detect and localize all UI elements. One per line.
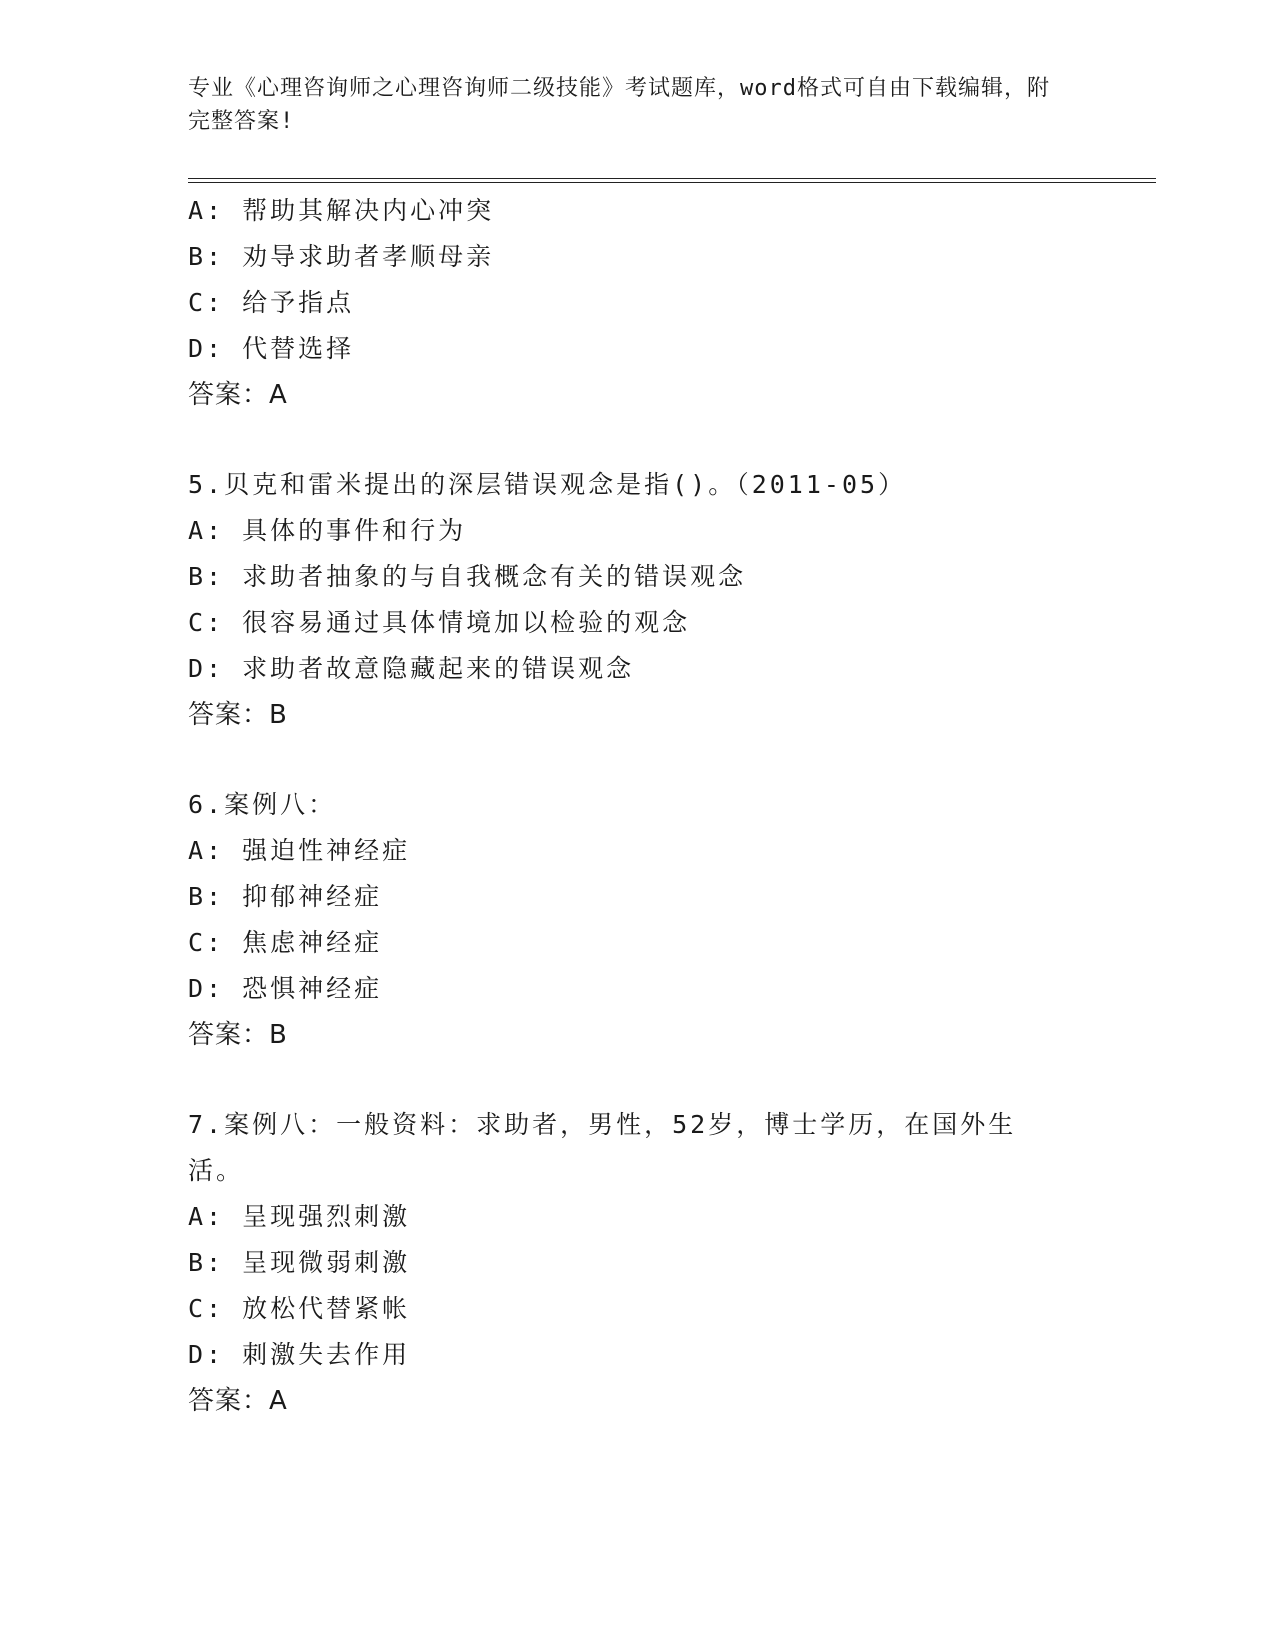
question-list (188, 188, 1088, 1424)
option-b: B: 抑郁神经症 (188, 882, 383, 911)
option-c: C: 很容易通过具体情境加以检验的观念 (188, 608, 691, 637)
option-b: B: 劝导求助者孝顺母亲 (188, 242, 495, 271)
question-text: 7.案例八：一般资料：求助者，男性，52岁，博士学历，在国外生活。 (188, 1110, 1017, 1185)
option-b: B: 呈现微弱刺激 (188, 1248, 411, 1277)
option-c: C: 焦虑神经症 (188, 928, 383, 957)
option-d: D: 代替选择 (188, 334, 355, 363)
option-d: D: 求助者故意隐藏起来的错误观念 (188, 654, 635, 683)
question-text: 6.案例八： (188, 790, 337, 819)
document-header: 专业《心理咨询师之心理咨询师二级技能》考试题库，word格式可自由下载编辑，附完整答案! (188, 76, 1050, 134)
option-a: A: 呈现强烈刺激 (188, 1202, 411, 1231)
question-block (188, 1102, 1088, 1424)
answer-text: 答案：B (188, 700, 288, 730)
question-block (188, 188, 1088, 418)
header-divider (188, 178, 1156, 183)
question-block (188, 782, 1088, 1058)
option-c: C: 放松代替紧帐 (188, 1294, 411, 1323)
answer-text: 答案：A (188, 1386, 288, 1416)
answer-text: 答案：A (188, 380, 288, 410)
option-c: C: 给予指点 (188, 288, 355, 317)
question-text: 5.贝克和雷米提出的深层错误观念是指()。（2011-05） (188, 470, 907, 499)
option-a: A: 具体的事件和行为 (188, 516, 467, 545)
question-block (188, 462, 1088, 738)
option-a: A: 强迫性神经症 (188, 836, 411, 865)
option-d: D: 刺激失去作用 (188, 1340, 411, 1369)
answer-text: 答案：B (188, 1020, 288, 1050)
option-b: B: 求助者抽象的与自我概念有关的错误观念 (188, 562, 747, 591)
option-a: A: 帮助其解决内心冲突 (188, 196, 495, 225)
option-d: D: 恐惧神经症 (188, 974, 383, 1003)
